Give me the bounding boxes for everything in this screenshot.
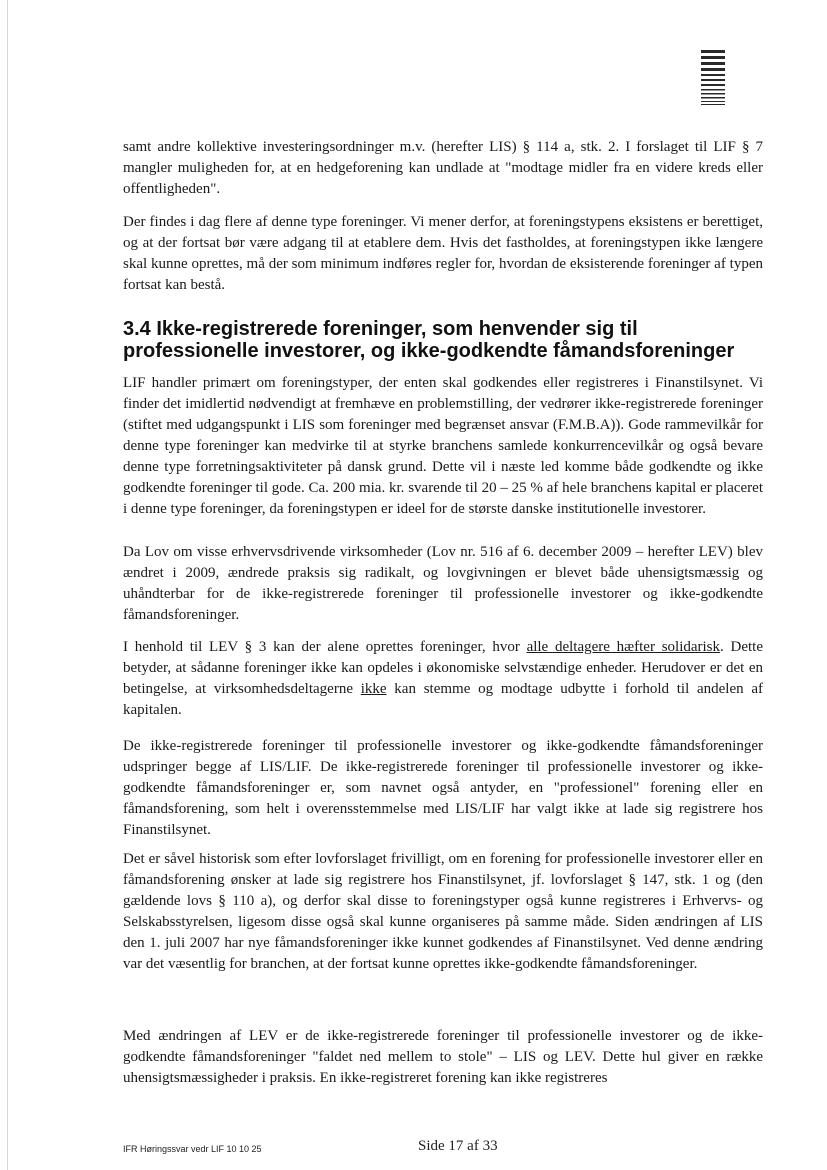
section-heading-3-4: 3.4 Ikke-registrerede foreninger, som henvender sig til professionelle investorer, og ikke-godkendte fåmandsforeninger [123,318,735,362]
paragraph-lif-foreningstyper: LIF handler primært om foreningstyper, der enten skal godkendes eller registreres i Finanstilsynet. Vi finder det imidlertid nødvendigt at fremhæve en problemstilling, der vedrører ikke-registrerede foreninger (stiftet med udgangspunkt i LIS som foreninger med begrænset ansvar (F.M.B.A)). Gode rammevilkår for denne type foreninger kan medvirke til at styrke branchens samlede konkurrencevilkår og også bevare denne type forretningsaktiviteter på dansk grund. Dette vil i næste led komme både godkendte og ikke godkendte foreninger til gode. Ca. 200 mia. kr. svarende til 20 – 25 % af hele branchens kapital er placeret i denne type foreninger, da foreningstypen er ideel for de største danske institutionelle investorer. [123,375,763,517]
paragraph-professionelle-investorer: De ikke-registrerede foreninger til professionelle investorer og ikke-godkendte fåmandsforeninger udspringer begge af LIS/LIF. De ikke-registrerede foreninger til professionelle investorer og ikke-godkendte fåmandsforeninger er, som navnet også antyder, en "professionel" forening eller en fåmandsforening, som helt i overensstemmelse med LIS/LIF har valgt ikke at lade sig registrere hos Finanstilsynet. [123,738,763,838]
paragraph-frivillig-registrering: Det er såvel historisk som efter lovforslaget frivilligt, om en forening for professionelle investorer eller en fåmandsforening ønsker at lade sig registrere hos Finanstilsynet, jf. lovforslaget § 147, stk. 1 og (den gældende lovs § 110 a), og derfor skal disse to foreningstyper også kunne registreres i Erhvervs- og Selskabsstyrelsen, ligesom disse også skal kunne organiseres på samme måde. Siden ændringen af LIS den 1. juli 2007 har nye fåmandsforeninger ikke kunnet godkendes af Finanstilsynet. Ved denne ændring var det væsentlig for branchen, at der fortsat kunne oprettes ikke-godkendte fåmandsforeninger. [123,851,763,972]
paragraph-lev-2009: Da Lov om visse erhvervsdrivende virksomheder (Lov nr. 516 af 6. december 2009 – herefter LEV) blev ændret i 2009, ændrede praksis sig radikalt, og lovgivningen er blevet både uhensigtsmæssig og uhåndterbar for de ikke-registrerede foreninger til professionelle investorer og ikke-godkendte fåmandsforeninger. [123,544,763,623]
paragraph-foreningstype: Der findes i dag flere af denne type foreninger. Vi mener derfor, at foreningstypens eksistens er berettiget, og at der fortsat bør være adgang til at etablere dem. Hvis det fastholdes, at foreningstypen ikke længere skal kunne oprettes, må der som minimum indføres regler for, hvordan de eksisterende foreninger af typen fortsat kan bestå. [123,214,763,293]
p5-underlined-solidarisk: alle deltagere hæfter solidarisk [526,639,721,655]
paragraph-lis-hedgeforening: samt andre kollektive investeringsordninger m.v. (herefter LIS) § 114 a, stk. 2. I forslaget til LIF § 7 mangler muligheden for, at en hedgeforening kan undlade at "modtage midler fra en videre kreds eller offentligheden". [123,139,763,197]
p5-underlined-ikke: ikke [360,681,387,697]
footer-page-number: Side 17 af 33 [418,1138,498,1154]
p5-text-3: kan stemme og modtage udbytte i forhold til andelen af kapitalen. [123,681,764,718]
paragraph-mellem-to-stole: Med ændringen af LEV er de ikke-registrerede foreninger til professionelle investorer og de ikke-godkendte fåmandsforeninger "faldet ned mellem to stole" – LIS og LEV. Dette hul giver en række uhensigtsmæssigheder i praksis. En ikke-registreret forening kan ikke registreres [123,1028,763,1086]
page-edge-line [7,0,8,1170]
p5-text-2: . Dette betyder, at sådanne foreninger ikke kan opdeles i økonomiske selvstændige enheder. Herudover er det en betingelse, at virksomhedsdeltagerne [123,639,763,697]
paragraph-lev-paragraf-3 [123,637,763,721]
striped-logo-icon [700,50,726,106]
footer-document-reference: IFR Høringssvar vedr LIF 10 10 25 [123,1144,262,1154]
p5-text-1: I henhold til LEV § 3 kan der alene oprettes foreninger, hvor [123,639,527,655]
